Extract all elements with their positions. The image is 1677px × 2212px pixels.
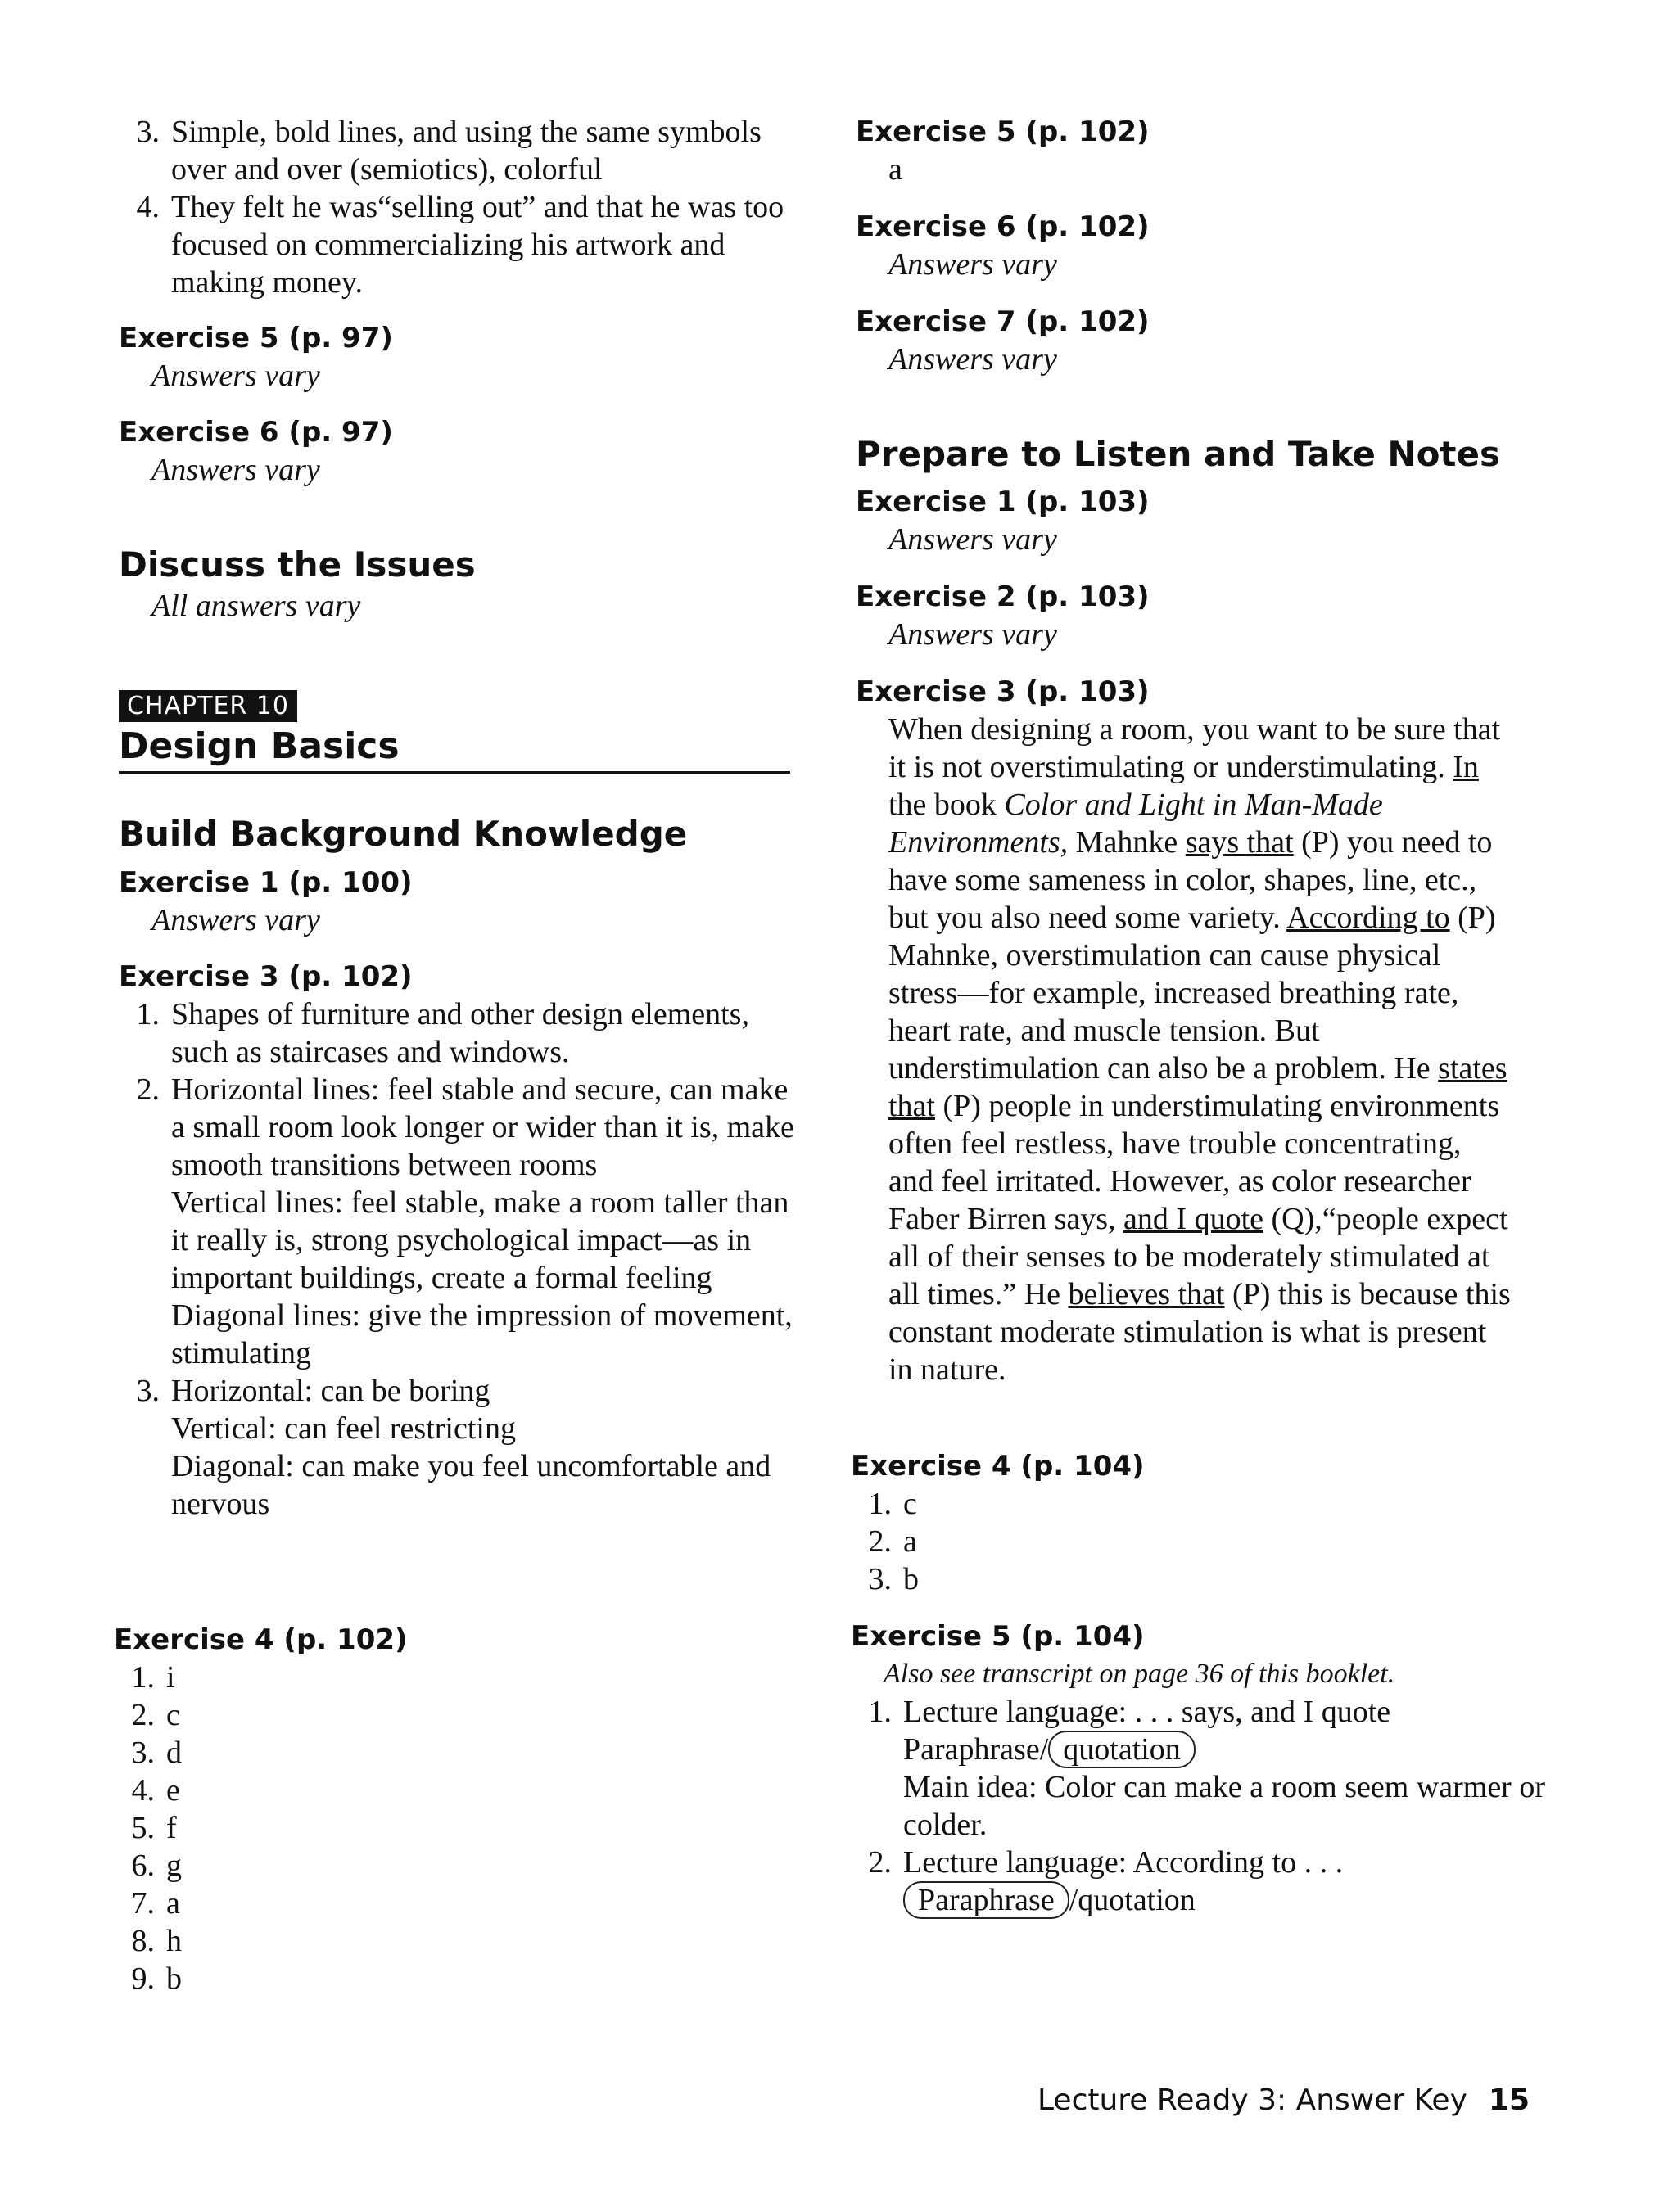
item-line: Vertical: can feel restricting bbox=[171, 1411, 516, 1446]
underlined-phrase: says that bbox=[1185, 825, 1294, 860]
exercise-heading: Exercise 6 (p. 102) bbox=[856, 210, 1150, 243]
list-item bbox=[114, 1885, 793, 1922]
item-number: 2. bbox=[868, 1845, 892, 1880]
answer-text: Answers vary bbox=[151, 453, 320, 487]
prepare-section bbox=[856, 432, 1500, 476]
item-text: d bbox=[166, 1736, 182, 1770]
item-line: Shapes of furniture and other design elements, such as staircases and windows. bbox=[171, 997, 749, 1069]
item-number: 4. bbox=[131, 1773, 155, 1808]
exercise-heading: Exercise 5 (p. 104) bbox=[851, 1620, 1145, 1653]
continued-list bbox=[119, 113, 798, 301]
list-item bbox=[851, 1523, 1145, 1560]
footer-title: Lecture Ready 3: Answer Key bbox=[1037, 2083, 1467, 2117]
underlined-phrase: and I quote bbox=[1123, 1202, 1263, 1236]
prep-exercise-3 bbox=[856, 673, 1552, 1388]
exercise-heading: Exercise 4 (p. 102) bbox=[114, 1623, 408, 1656]
list-item bbox=[851, 1485, 1145, 1523]
exercise-7-p102 bbox=[856, 303, 1150, 378]
exercise-6-p102 bbox=[856, 208, 1150, 283]
item-number: 3. bbox=[131, 1736, 155, 1770]
paragraph-segment: (Q),“people expect all of their senses to be moderately stimulated at all times.” He bbox=[888, 1202, 1508, 1311]
item-text: e bbox=[166, 1773, 180, 1808]
main-idea: Main idea: Color can make a room seem warmer or colder. bbox=[903, 1770, 1545, 1842]
prep-exercise-5 bbox=[851, 1618, 1555, 1919]
underlined-phrase: states that bbox=[888, 1051, 1507, 1123]
item-text: b bbox=[166, 1961, 182, 1996]
list-item bbox=[114, 1659, 793, 1696]
chapter-title: Design Basics bbox=[119, 725, 400, 767]
item-line: Vertical lines: feel stable, make a room taller than it really is, strong psychological impact—as in important buildings, create a formal feeling bbox=[171, 1185, 789, 1295]
item-text: Simple, bold lines, and using the same symbols over and over (semiotics), colorful bbox=[171, 115, 762, 187]
prep-exercise-2 bbox=[856, 578, 1150, 653]
section-heading: Discuss the Issues bbox=[119, 544, 476, 585]
exercise-heading: Exercise 3 (p. 103) bbox=[856, 675, 1150, 708]
paragraph-segment: the book bbox=[888, 788, 1005, 822]
item-text: h bbox=[166, 1924, 182, 1958]
list-item bbox=[114, 1772, 793, 1809]
underlined-phrase: In bbox=[1453, 750, 1479, 784]
exercise-5-p102 bbox=[856, 113, 1150, 188]
paraphrase-quotation-choice: Paraphrase /quotation bbox=[903, 1881, 1555, 1919]
list-item bbox=[119, 113, 798, 188]
item-text: a bbox=[166, 1886, 180, 1921]
paragraph-segment: When designing a room, you want to be sure that it is not overstimulating or understimulating. bbox=[888, 712, 1501, 784]
section-heading: Build Background Knowledge bbox=[119, 814, 688, 854]
item-number: 1. bbox=[131, 1660, 155, 1695]
item-number: 7. bbox=[131, 1886, 155, 1921]
exercise-heading: Exercise 7 (p. 102) bbox=[856, 305, 1150, 338]
exercise-6-p97 bbox=[119, 413, 393, 489]
item-text: c bbox=[903, 1487, 917, 1521]
list-item bbox=[119, 1372, 798, 1523]
exercise-heading: Exercise 6 (p. 97) bbox=[119, 416, 393, 449]
answer-text: All answers vary bbox=[151, 589, 361, 623]
item-text: f bbox=[166, 1811, 177, 1845]
item-text: b bbox=[903, 1562, 919, 1596]
item-number: 1. bbox=[136, 997, 160, 1032]
bbk-section bbox=[119, 812, 687, 856]
exercise-4-list bbox=[851, 1485, 1145, 1598]
lecture-language: Lecture language: . . . says, and I quote bbox=[903, 1695, 1391, 1729]
chapter-title-rule bbox=[119, 722, 790, 774]
answer-text: Answers vary bbox=[151, 903, 320, 937]
chapter-badge: CHAPTER 10 bbox=[119, 690, 297, 722]
item-number: 9. bbox=[131, 1961, 155, 1996]
item-number: 8. bbox=[131, 1924, 155, 1958]
list-item bbox=[851, 1560, 1145, 1598]
paraphrase-quotation-choice: Paraphrase/ quotation bbox=[903, 1731, 1555, 1768]
list-item bbox=[119, 1071, 798, 1372]
list-item bbox=[119, 995, 798, 1071]
exercise-3-p102 bbox=[119, 958, 798, 1523]
paragraph-segment: (P) you need to have some sameness in color, shapes, line, etc., but you also need some variety. bbox=[888, 825, 1493, 935]
exercise-4-list bbox=[114, 1659, 793, 1998]
item-number: 3. bbox=[868, 1562, 892, 1596]
item-number: 1. bbox=[868, 1487, 892, 1521]
item-text: They felt he was“selling out” and that he was too focused on commercializing his artwork and making money. bbox=[171, 190, 784, 300]
item-number: 3. bbox=[136, 115, 160, 149]
circled-answer: Paraphrase bbox=[903, 1881, 1069, 1919]
exercise-note: Also see transcript on page 36 of this booklet. bbox=[884, 1659, 1395, 1689]
item-number: 2. bbox=[131, 1698, 155, 1732]
item-number: 3. bbox=[136, 1374, 160, 1408]
exercise-heading: Exercise 5 (p. 97) bbox=[119, 322, 393, 354]
list-item bbox=[851, 1844, 1555, 1919]
item-number: 1. bbox=[868, 1695, 892, 1729]
answer-text: Answers vary bbox=[151, 359, 320, 393]
answer-text: a bbox=[888, 152, 902, 187]
item-line: Horizontal lines: feel stable and secure, can make a small room look longer or wider than it is, make smooth transitions between rooms bbox=[171, 1072, 794, 1182]
exercise-heading: Exercise 3 (p. 102) bbox=[119, 960, 413, 993]
exercise-5-p97 bbox=[119, 319, 393, 395]
circled-answer: quotation bbox=[1048, 1731, 1196, 1768]
section-heading: Prepare to Listen and Take Notes bbox=[856, 434, 1500, 474]
paragraph-segment: (P) this is because this constant moderate stimulation is what is present in nature. bbox=[888, 1277, 1511, 1387]
list-item bbox=[119, 188, 798, 301]
exercise-heading: Exercise 2 (p. 103) bbox=[856, 580, 1150, 613]
item-number: 2. bbox=[868, 1524, 892, 1559]
answer-text: Answers vary bbox=[888, 522, 1057, 557]
discuss-section bbox=[119, 543, 476, 625]
list-item bbox=[114, 1922, 793, 1960]
item-number: 6. bbox=[131, 1849, 155, 1883]
paragraph-segment: (P) people in understimulating environments often feel restless, have trouble concentrating, and feel irritated. However, as color researcher Faber Birren says, bbox=[888, 1089, 1500, 1236]
item-line: Diagonal lines: give the impression of movement, stimulating bbox=[171, 1298, 793, 1370]
lecture-language: Lecture language: According to . . . bbox=[903, 1845, 1344, 1880]
list-item bbox=[114, 1847, 793, 1885]
item-text: a bbox=[903, 1524, 917, 1559]
item-number: 4. bbox=[136, 190, 160, 224]
prep-exercise-4 bbox=[851, 1447, 1145, 1598]
chapter-header bbox=[119, 690, 790, 774]
item-line: Diagonal: can make you feel uncomfortable and nervous bbox=[171, 1449, 771, 1521]
list-item bbox=[114, 1809, 793, 1847]
exercise-3-list bbox=[119, 995, 798, 1523]
list-item bbox=[114, 1960, 793, 1998]
exercise-heading: Exercise 1 (p. 100) bbox=[119, 866, 413, 899]
item-number: 2. bbox=[136, 1072, 160, 1107]
item-line: Horizontal: can be boring bbox=[171, 1374, 490, 1408]
item-text: i bbox=[166, 1660, 175, 1695]
item-text: g bbox=[166, 1849, 182, 1883]
exercise-heading: Exercise 4 (p. 104) bbox=[851, 1450, 1145, 1483]
item-number: 5. bbox=[131, 1811, 155, 1845]
answer-text: Answers vary bbox=[888, 247, 1057, 282]
prep-exercise-1 bbox=[856, 483, 1150, 558]
exercise-heading: Exercise 5 (p. 102) bbox=[856, 115, 1150, 148]
book-title: Color and Light in Man-Made Environments, bbox=[888, 788, 1383, 860]
answer-text: Answers vary bbox=[888, 617, 1057, 652]
exercise-5-list bbox=[851, 1693, 1555, 1919]
underlined-phrase: According to bbox=[1286, 901, 1450, 935]
paragraph-segment: Mahnke bbox=[1068, 825, 1186, 860]
exercise-1-p100 bbox=[119, 864, 413, 939]
list-item bbox=[114, 1734, 793, 1772]
answer-text: Answers vary bbox=[888, 342, 1057, 377]
sample-summary-paragraph bbox=[856, 711, 1511, 1388]
item-text: c bbox=[166, 1698, 180, 1732]
page-footer bbox=[1037, 2083, 1530, 2117]
list-item bbox=[114, 1696, 793, 1734]
paragraph-segment: (P) Mahnke, overstimulation can cause physical stress—for example, increased breathing rate, heart rate, and muscle tension. But understimulation can also be a problem. He bbox=[888, 901, 1496, 1086]
exercise-heading: Exercise 1 (p. 103) bbox=[856, 485, 1150, 518]
exercise-4-p102 bbox=[114, 1621, 793, 1998]
list-item bbox=[851, 1693, 1555, 1844]
page-number: 15 bbox=[1488, 2083, 1530, 2117]
underlined-phrase: believes that bbox=[1068, 1277, 1225, 1311]
